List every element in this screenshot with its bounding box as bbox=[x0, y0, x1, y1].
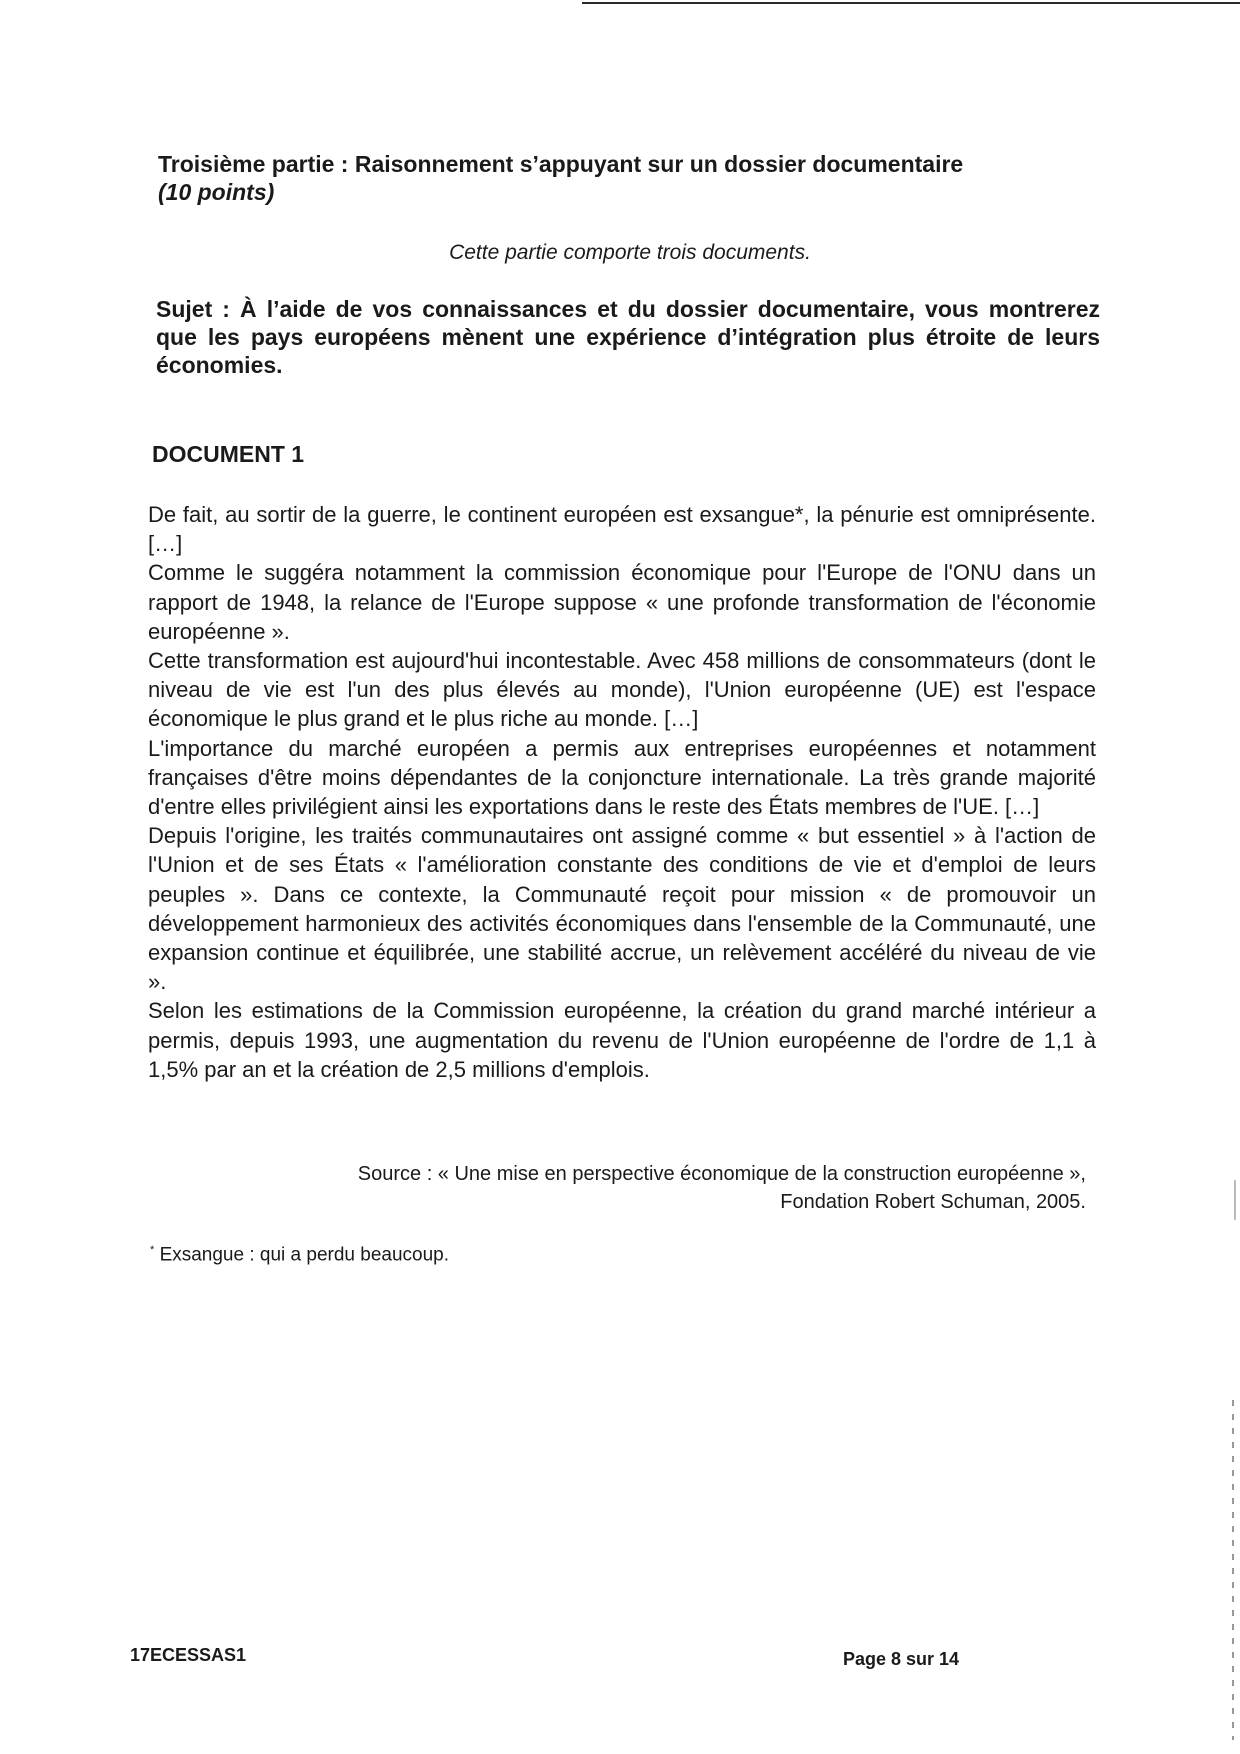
scan-edge-line bbox=[582, 2, 1240, 4]
scan-margin-mark bbox=[1234, 1180, 1236, 1220]
document-paragraph: De fait, au sortir de la guerre, le continent européen est exsangue*, la pénurie est omniprésente. […] bbox=[148, 502, 1096, 557]
document-heading: DOCUMENT 1 bbox=[152, 441, 305, 467]
scan-margin-mark bbox=[1232, 1400, 1234, 1740]
subject-statement: Sujet : À l’aide de vos connaissances et du dossier documentaire, vous montrerez que les pays européens mènent une expérience d’intégration plus étroite de leurs économies. bbox=[156, 296, 1100, 378]
source-line: Fondation Robert Schuman, 2005. bbox=[780, 1191, 1086, 1213]
exam-code: 17ECESSAS1 bbox=[130, 1645, 247, 1665]
footnote bbox=[150, 1238, 449, 1267]
document-paragraph: Cette transformation est aujourd'hui incontestable. Avec 458 millions de consommateurs (dont le niveau de vie est l'un des plus élevés au monde), l'Union européenne (UE) est l'espace économique le plus grand et le plus riche au monde. […] bbox=[148, 648, 1096, 732]
document-paragraph: L'importance du marché européen a permis aux entreprises européennes et notamment françaises d'être moins dépendantes de la conjoncture internationale. La très grande majorité d'entre elles privilégient ainsi les exportations dans le reste des États membres de l'UE. […] bbox=[148, 735, 1096, 820]
footnote-text: Exsangue : qui a perdu beaucoup. bbox=[159, 1244, 450, 1266]
part-points: (10 points) bbox=[158, 179, 275, 205]
document-source bbox=[240, 1160, 1086, 1216]
source-line: Source : « Une mise en perspective économique de la construction européenne », bbox=[357, 1163, 1086, 1185]
document-paragraph: Depuis l'origine, les traités communautaires ont assigné comme « but essentiel » à l'action de l'Union et de ses États « l'amélioration constante des conditions de vie et d'emploi de leurs peuples ». Dans ce contexte, la Communauté reçoit pour mission « de promouvoir un développement harmonieux des activités économiques dans l'ensemble de la Communauté, une expansion continue et équilibrée, une stabilité accrue, un relèvement accéléré du niveau de vie ». bbox=[148, 823, 1096, 995]
part-title bbox=[158, 150, 1098, 206]
part-title-text: Troisième partie : Raisonnement s’appuyant sur un dossier documentaire bbox=[158, 151, 964, 177]
document-paragraph: Selon les estimations de la Commission européenne, la création du grand marché intérieur a permis, depuis 1993, une augmentation du revenu de l'Union européenne de l'ordre de 1,1 à 1,5% par an et la création de 2,5 millions d'emplois. bbox=[148, 998, 1096, 1082]
part-subtitle: Cette partie comporte trois documents. bbox=[449, 241, 811, 264]
document-paragraph: Comme le suggéra notamment la commission économique pour l'Europe de l'ONU dans un rapport de 1948, la relance de l'Europe suppose « une profonde transformation de l'économie européenne ». bbox=[148, 560, 1096, 644]
footnote-mark: * bbox=[150, 1244, 155, 1256]
page-number: Page 8 sur 14 bbox=[843, 1649, 960, 1669]
document-body bbox=[148, 500, 1096, 1084]
